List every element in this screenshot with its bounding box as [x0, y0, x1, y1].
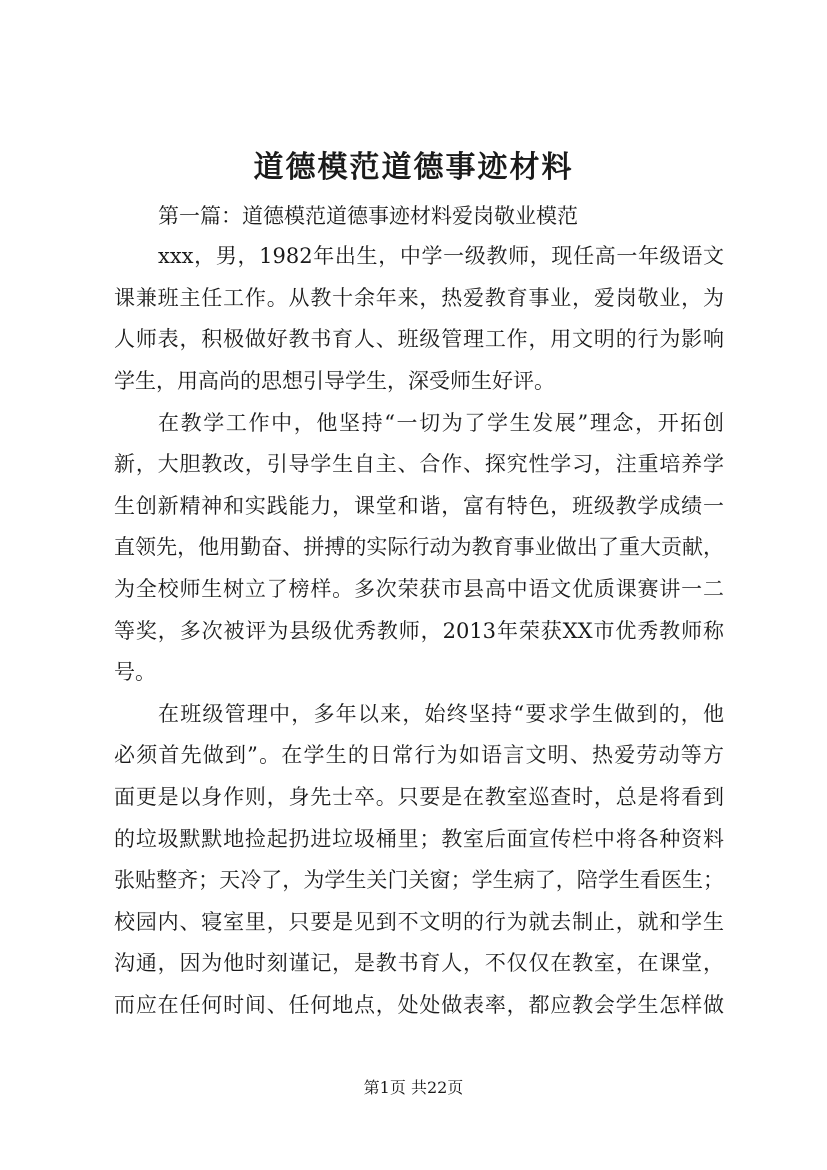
paragraph-line: 校园内、寝室里，只要是见到不文明的行为就去制止，就和学生 [114, 910, 724, 934]
paragraph-line: 为全校师生树立了榜样。多次荣获市县高中语文优质课赛讲一二 [114, 577, 724, 601]
paragraph-line: 面更是以身作则，身先士卒。只要是在教室巡查时，总是将看到 [114, 785, 724, 809]
paragraph-line: 的垃圾默默地捡起扔进垃圾桶里；教室后面宣传栏中将各种资料 [114, 827, 724, 851]
paragraph-line: 新，大胆教改，引导学生自主、合作、探究性学习，注重培养学 [114, 452, 724, 476]
paragraph-line: 直领先，他用勤奋、拼搏的实际行动为教育事业做出了重大贡献， [114, 535, 724, 559]
paragraph-line: 等奖，多次被评为县级优秀教师，2013年荣获XX市优秀教师称 [114, 619, 724, 643]
paragraph-line: 学生，用高尚的思想引导学生，深受师生好评。 [114, 369, 555, 393]
section-heading: 第一篇：道德模范道德事迹材料爱岗敬业模范 [158, 204, 578, 228]
paragraph-line: 课兼班主任工作。从教十余年来，热爱教育事业，爱岗敬业，为 [114, 286, 724, 310]
paragraph-line: 在教学工作中，他坚持“一切为了学生发展”理念，开拓创 [158, 411, 724, 435]
paragraph-line: 人师表，积极做好教书育人、班级管理工作，用文明的行为影响 [114, 327, 724, 351]
paragraph-line: 而应在任何时间、任何地点，处处做表率，都应教会学生怎样做 [114, 993, 724, 1017]
paragraph-line: 沟通，因为他时刻谨记，是教书育人，不仅仅在教室，在课堂， [114, 951, 724, 975]
document-title: 道德模范道德事迹材料 [253, 150, 574, 185]
paragraph-line: 号。 [114, 660, 156, 684]
paragraph-line: xxx，男，1982年出生，中学一级教师，现任高一年级语文 [158, 244, 724, 268]
paragraph-line: 生创新精神和实践能力，课堂和谐，富有特色，班级教学成绩一 [114, 494, 724, 518]
paragraph-line: 张贴整齐；天冷了，为学生关门关窗；学生病了，陪学生看医生； [114, 868, 724, 892]
paragraph-line: 必须首先做到”。在学生的日常行为如语言文明、热爱劳动等方 [114, 743, 724, 767]
paragraph-line: 在班级管理中，多年以来，始终坚持“要求学生做到的，他 [158, 702, 724, 726]
page-number-footer: 第1页 共22页 [363, 1078, 464, 1097]
